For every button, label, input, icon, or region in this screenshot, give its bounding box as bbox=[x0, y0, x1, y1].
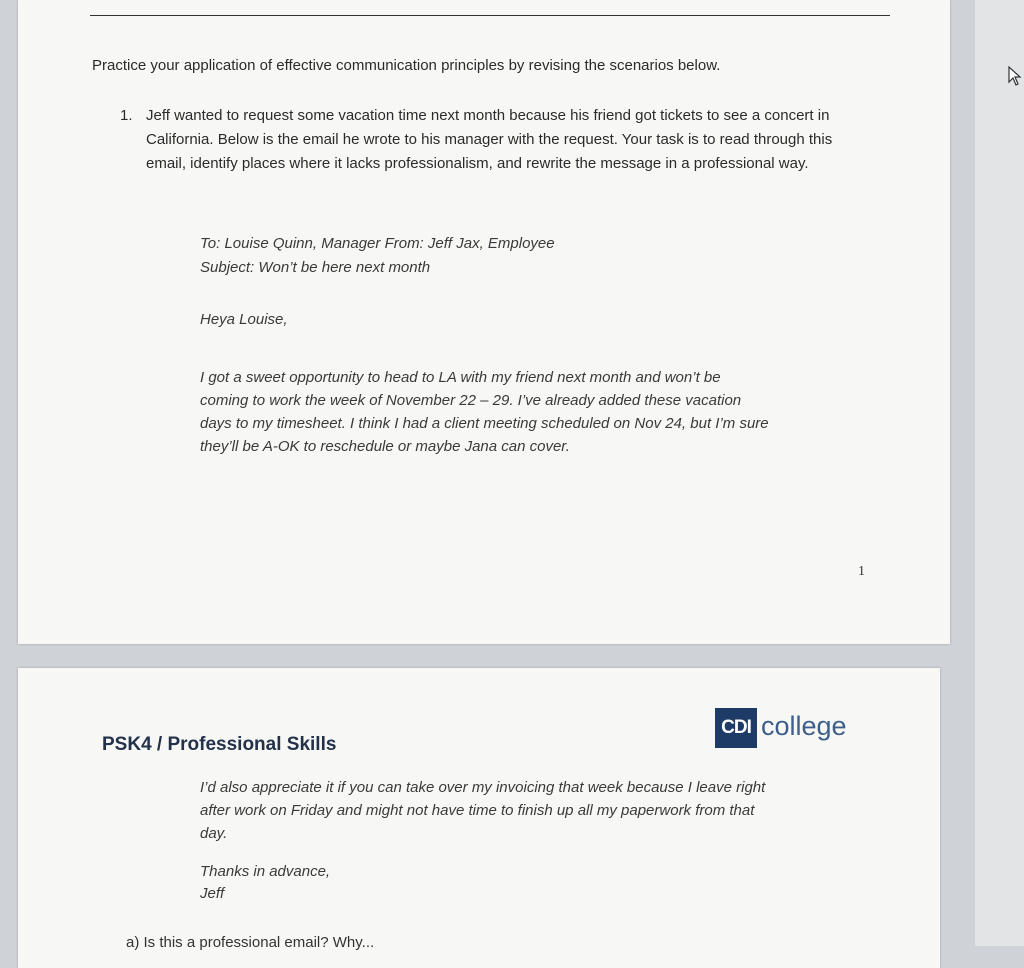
document-page-2 bbox=[18, 668, 940, 968]
email-body-line: coming to work the week of November 22 – 29. I’ve already added these vacation bbox=[200, 392, 742, 409]
window-right-margin bbox=[975, 0, 1024, 946]
instructions-text: Practice your application of effective communication principles by revising the scenarios below. bbox=[92, 57, 721, 74]
email-body-line: I got a sweet opportunity to head to LA with my friend next month and won’t be bbox=[200, 369, 721, 386]
page-number: 1 bbox=[858, 564, 865, 579]
email-greeting: Heya Louise, bbox=[200, 311, 288, 328]
email-body-line: days to my timesheet. I think I had a client meeting scheduled on Nov 24, but I’m sure bbox=[200, 415, 769, 432]
email-to-from: To: Louise Quinn, Manager From: Jeff Jax, Employee bbox=[200, 235, 555, 252]
email-signature: Jeff bbox=[200, 885, 225, 902]
logo-mark: CDI bbox=[715, 708, 757, 748]
logo-wordmark: college bbox=[761, 711, 847, 741]
course-header-title: PSK4 / Professional Skills bbox=[102, 734, 337, 755]
email-body-line: I’d also appreciate it if you can take over my invoicing that week because I leave right bbox=[200, 779, 766, 796]
question-number: 1. bbox=[120, 107, 133, 124]
email-subject: Subject: Won’t be here next month bbox=[200, 259, 431, 276]
document-page-1 bbox=[18, 0, 950, 644]
sub-question-a: a) Is this a professional email? Why... bbox=[126, 934, 375, 951]
question-text: Jeff wanted to request some vacation time next month because his friend got tickets to see a concert in California. Below is the email he wrote to his manager with the request. Your task is to read through this email, identify places where it lacks professionalism, and rewrite the message in a professional way. bbox=[146, 107, 833, 172]
mouse-cursor-icon bbox=[1008, 66, 1022, 91]
header-rule bbox=[90, 15, 890, 16]
email-body-line: day. bbox=[200, 825, 228, 842]
email-body-line: after work on Friday and might not have time to finish up all my paperwork from that bbox=[200, 802, 755, 819]
email-signoff: Thanks in advance, bbox=[200, 863, 331, 880]
email-body-line: they’ll be A-OK to reschedule or maybe Jana can cover. bbox=[200, 438, 570, 455]
